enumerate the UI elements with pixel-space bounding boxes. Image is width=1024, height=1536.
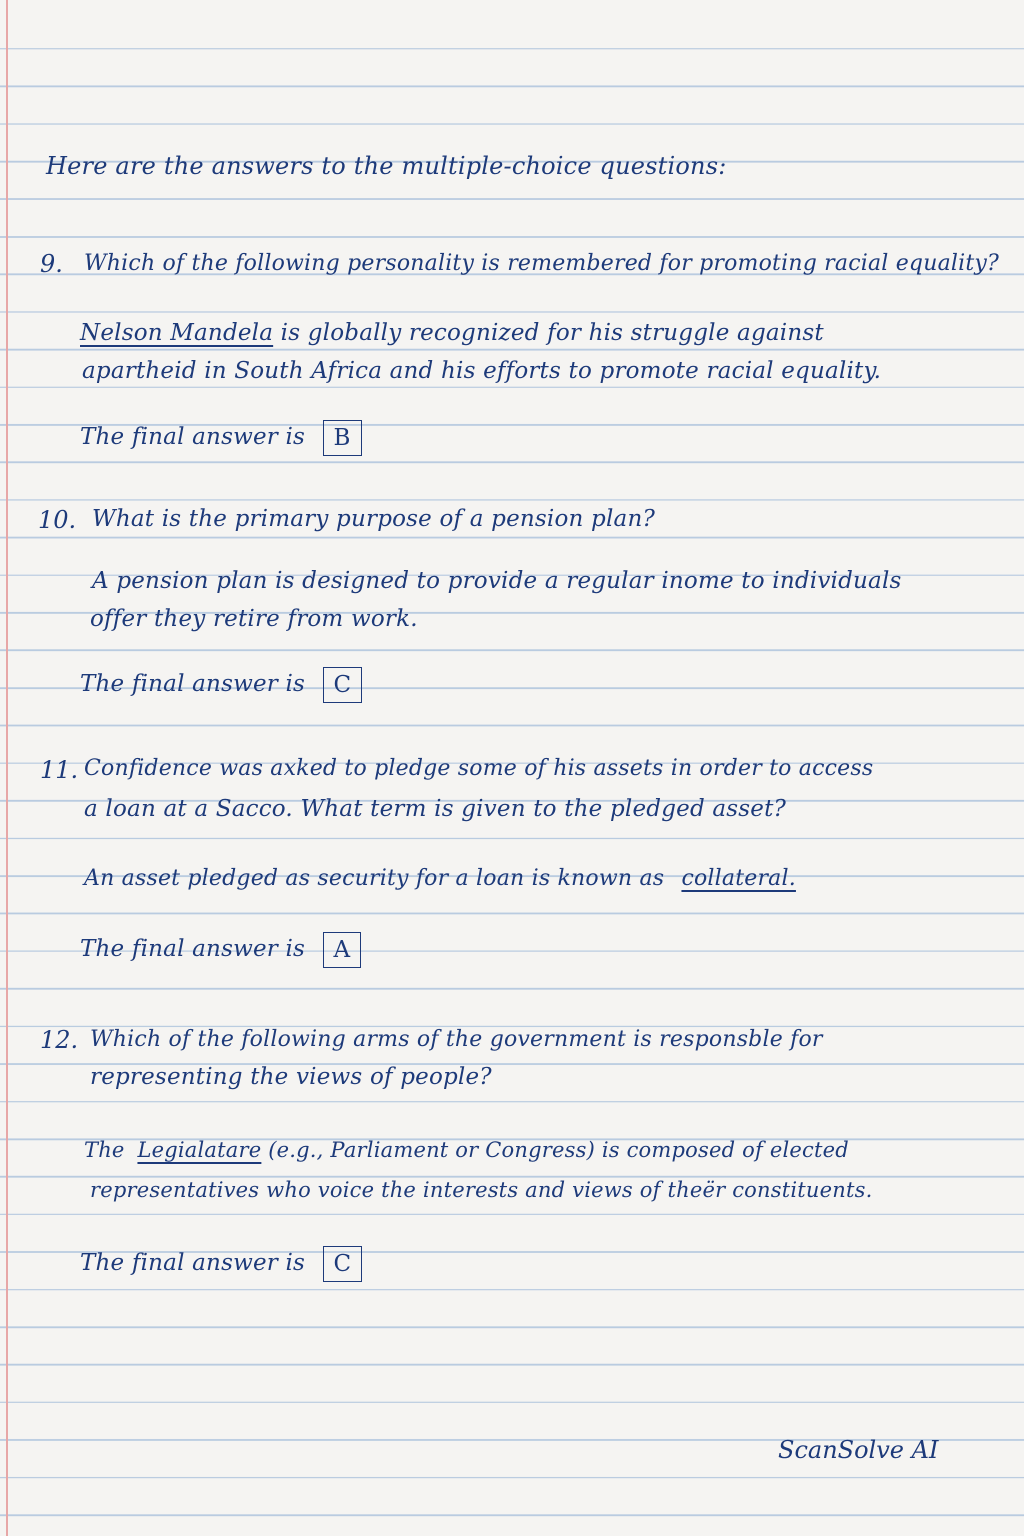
answer-11-text: An asset pledged as security for a loan is known as [84,866,665,891]
question-12-line-2: representing the views of people? [90,1064,492,1090]
answer-10-line-1: A pension plan is designed to provide a regular inome to individuals [92,568,902,594]
answer-10-line-2: offer they retire from work. [90,606,418,632]
question-number-12: 12. [40,1026,79,1054]
question-number-9: 9. [40,250,63,278]
answer-box-9: B [323,420,362,456]
question-number-10: 10. [38,506,77,534]
answer-12-text: (e.g., Parliament or Congress) is composed of elected [268,1138,849,1162]
question-9-text: Which of the following personality is remembered for promoting racial equality? [84,251,1000,276]
answer-11-line-1 [84,866,796,891]
final-answer-11 [80,932,361,968]
question-11-line-2: a loan at a Sacco. What term is given to the pledged asset? [84,796,787,822]
final-answer-label: The final answer is [80,1250,306,1276]
answer-box-12: C [323,1246,363,1282]
final-answer-10 [80,667,362,703]
answer-box-10: C [323,667,363,703]
answer-9-text: is globally recognized for his struggle against [280,320,824,346]
answer-9-line-1 [80,320,824,346]
question-number-11: 11. [40,756,79,784]
answer-9-highlight: Nelson Mandela [80,320,274,346]
question-10-text: What is the primary purpose of a pension plan? [92,506,655,532]
margin-line [6,0,8,1536]
answer-12-prefix: The [84,1138,125,1162]
final-answer-label: The final answer is [80,936,306,962]
answer-box-11: A [323,932,362,968]
signature: ScanSolve AI [778,1436,939,1464]
intro-text: Here are the answers to the multiple-choice questions: [46,152,727,180]
answer-11-highlight: collateral. [681,866,796,891]
answer-12-highlight: Legialatare [137,1138,262,1162]
answer-9-line-2: apartheid in South Africa and his efforts to promote racial equality. [82,358,882,384]
final-answer-label: The final answer is [80,424,306,450]
answer-12-line-2: representatives who voice the interests and views of theër constituents. [90,1178,873,1202]
question-12-line-1: Which of the following arms of the government is responsble for [90,1027,823,1052]
final-answer-12 [80,1246,362,1282]
question-11-line-1: Confidence was axked to pledge some of his assets in order to access [84,756,874,781]
final-answer-9 [80,420,362,456]
final-answer-label: The final answer is [80,671,306,697]
answer-12-line-1 [84,1138,849,1162]
